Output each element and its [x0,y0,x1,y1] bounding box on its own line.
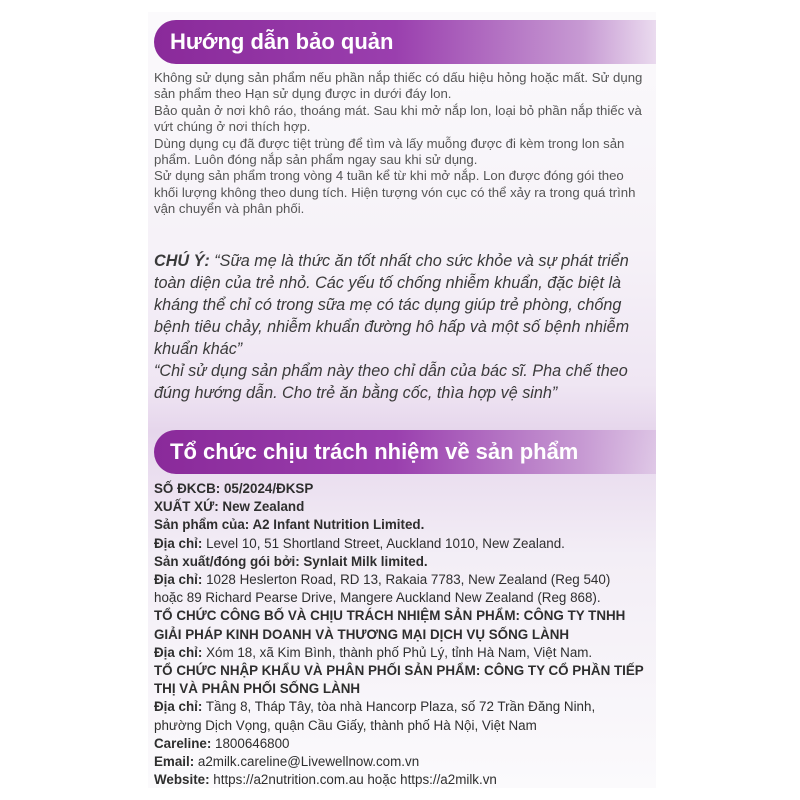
storage-paragraph: Dùng dụng cụ đã được tiệt trùng để tìm và lấy muỗng được đi kèm trong lon sản phẩm. Luôn đóng nắp sản phẩm ngay sau khi sử dụng. [154,135,625,168]
notice-paragraph [154,250,652,360]
careline-label: Careline: [154,735,212,751]
address-label: Địa chỉ: [154,572,203,588]
reg-value: 05/2024/ĐKSP [220,481,314,496]
address-value: Tầng 8, Tháp Tây, tòa nhà Hancorp Plaza, số 72 Trần Đăng Ninh, [202,699,596,715]
origin-label: XUẤT XỨ: [154,499,219,515]
address-value: Level 10, 51 Shortland Street, Auckland 1010, New Zealand. [202,535,565,551]
careline-value: 1800646800 [211,735,290,751]
email-line [154,753,650,771]
product-of-line [154,516,650,534]
address-label: Địa chỉ: [154,699,203,715]
email-label: Email: [154,754,195,770]
product-of-value: A2 Infant Nutrition Limited. [249,517,425,533]
storage-paragraph: Sử dụng sản phẩm trong vòng 4 tuần kể từ khi mở nắp. Lon được đóng gói theo khối lượng không theo dung tích. Hiện tượng vón cục có thể xảy ra trong quá trình vận chuyển và phân phối. [154,168,636,217]
website-line [154,771,650,788]
storage-paragraph: Bảo quản ở nơi khô ráo, thoáng mát. Sau khi mở nắp lon, loại bỏ phần nắp thiếc và vứt chúng ở nơi thích hợp. [154,102,642,135]
address-continuation: phường Dịch Vọng, quận Cầu Giấy, thành phố Hà Nội, Việt Nam [154,717,537,733]
email-value: a2milk.careline@Livewellnow.com.vn [194,754,420,770]
product-of-label: Sản phẩm của: [154,517,250,533]
registration-line [154,480,650,498]
website-value: https://a2nutrition.com.au hoặc https://a2milk.vn [209,772,497,788]
storage-paragraph: Không sử dụng sản phẩm nếu phần nắp thiếc có dấu hiệu hỏng hoặc mất. Sử dụng sản phẩm theo Hạn sử dụng được in dưới đáy lon. [154,70,643,102]
address-line [154,571,650,589]
website-label: Website: [154,772,210,788]
responsible-heading: Tổ chức chịu trách nhiệm về sản phẩm [154,430,656,474]
address-line [154,535,650,553]
label-panel [148,12,656,788]
reg-label: SỐ ĐKCB: [154,481,221,496]
publisher-statement: TỔ CHỨC CÔNG BỐ VÀ CHỊU TRÁCH NHIỆM SẢN PHẨM: CÔNG TY TNHH GIẢI PHÁP KINH DOANH VÀ THƯƠNG MẠI DỊCH VỤ SỐNG LÀNH [154,608,626,642]
notice-text: “Sữa mẹ là thức ăn tốt nhất cho sức khỏe và sự phát triển toàn diện của trẻ nhỏ. Các yếu tố chống nhiễm khuẩn, đặc biệt là kháng thể chỉ có trong sữa mẹ có tác dụng giúp trẻ phòng, chống bệnh tiêu chảy, nhiễm khuẩn đường hô hấp và một số bệnh nhiễm khuẩn khác” [154,252,630,358]
address-line [154,644,650,662]
address-value: Xóm 18, xã Kim Bình, thành phố Phủ Lý, tỉnh Hà Nam, Việt Nam. [202,644,593,660]
manufacturer-value: Synlait Milk limited. [299,553,428,569]
manufacturer-line [154,553,650,571]
address-continuation: hoặc 89 Richard Pearse Drive, Mangere Auckland New Zealand (Reg 868). [154,590,601,606]
careline-line [154,735,650,753]
responsible-info [154,480,650,788]
address-label: Địa chỉ: [154,644,203,660]
breastfeeding-notice [154,250,652,404]
address-line [154,698,650,716]
manufacturer-label: Sản xuất/đóng gói bởi: [154,553,300,569]
importer-statement: TỔ CHỨC NHẬP KHẨU VÀ PHÂN PHỐI SẢN PHẨM: CÔNG TY CỔ PHẦN TIẾP THỊ VÀ PHÂN PHỐI SỐNG LÀNH [154,663,644,697]
notice-paragraph: “Chỉ sử dụng sản phẩm này theo chỉ dẫn của bác sĩ. Pha chế theo đúng hướng dẫn. Cho trẻ ăn bằng cốc, thìa hợp vệ sinh” [154,362,628,402]
notice-label: CHÚ Ý: [154,252,210,270]
origin-line [154,498,650,516]
storage-instructions [154,70,650,218]
storage-heading: Hướng dẫn bảo quản [154,20,656,64]
address-value: 1028 Heslerton Road, RD 13, Rakaia 7783, New Zealand (Reg 540) [202,572,611,588]
address-label: Địa chỉ: [154,535,203,551]
origin-value: New Zealand [218,499,305,515]
